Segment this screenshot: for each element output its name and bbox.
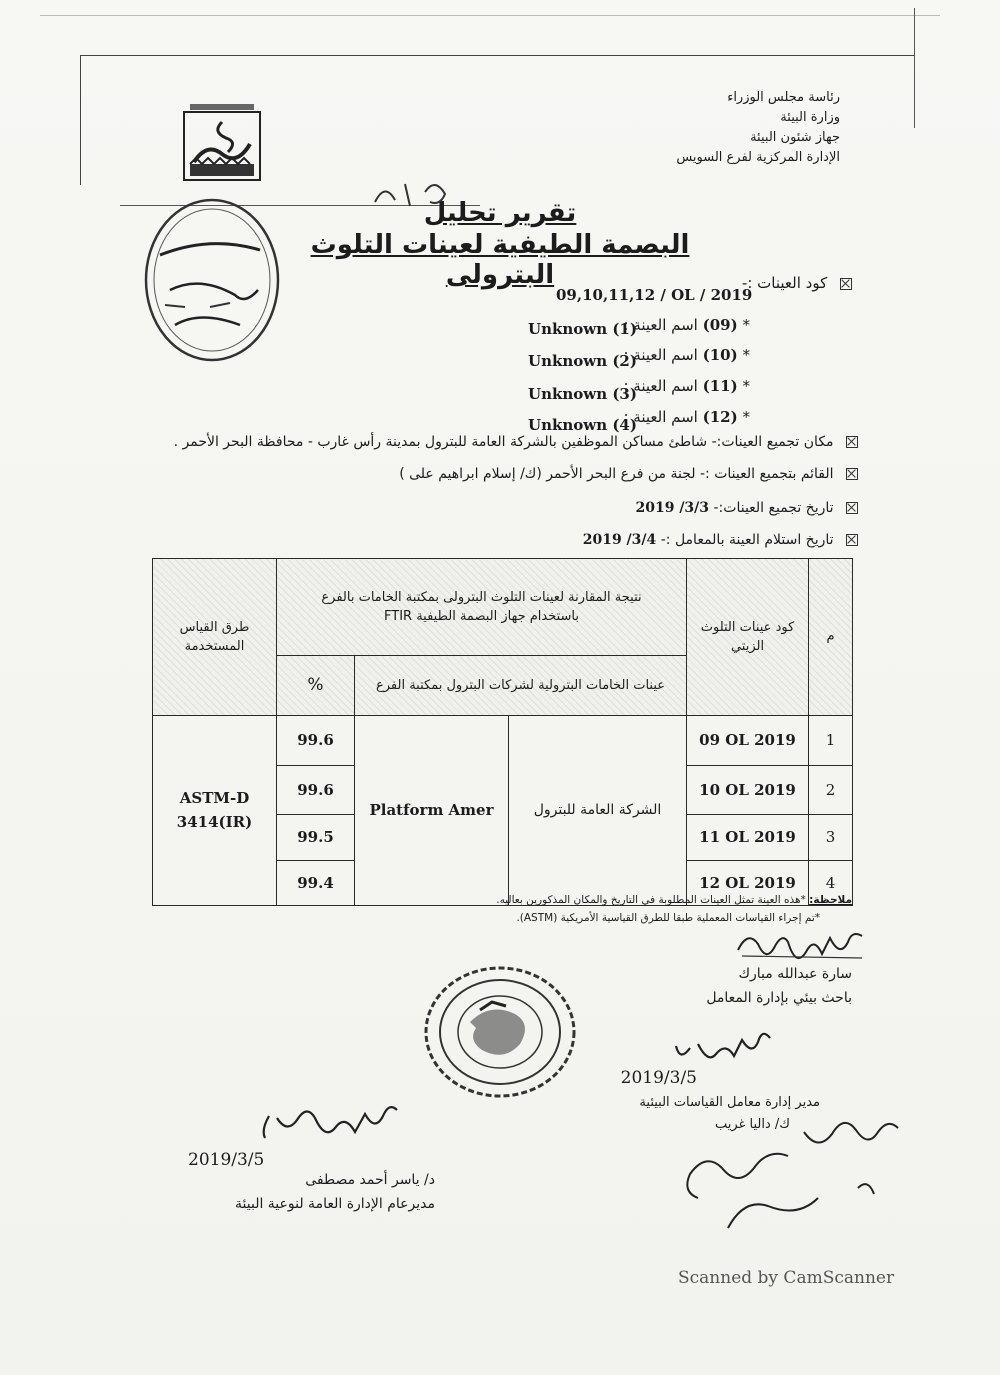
- header-line-ministry: وزارة البيئة: [780, 110, 840, 125]
- header-line-agency: جهاز شئون البيئة: [750, 130, 840, 145]
- index-cell: 4: [809, 860, 853, 905]
- header-comparison-result: نتيجة المقارنة لعينات التلوث البترولى بمكتبة الخامات بالفرع باستخدام جهاز البصمة الطيفية FTIR: [277, 559, 687, 656]
- sample-item-value: Unknown (2): [528, 352, 637, 370]
- ministry-header: [676, 88, 840, 168]
- scanner-watermark: Scanned by CamScanner: [678, 1268, 895, 1288]
- sample-item-value: Unknown (1): [528, 320, 637, 338]
- collector-value: لجنة من فرع البحر الأحمر (ك/ إسلام ابراهيم على ): [399, 466, 696, 482]
- report-title: [300, 198, 700, 290]
- receipt-date-label: تاريخ استلام العينة بالمعامل :-: [660, 532, 834, 548]
- sample-code-value: 09,10,11,12 / OL / 2019: [556, 286, 753, 304]
- sample-item: * (10) اسم العينة :: [623, 346, 750, 364]
- director-title: مديرعام الإدارة العامة لنوعية البيئة: [235, 1196, 435, 1212]
- collector-line: [399, 466, 858, 482]
- sample-item: * (11) اسم العينة :: [623, 377, 750, 395]
- percent-cell: 99.4: [277, 860, 355, 905]
- receipt-date-line: [583, 532, 858, 548]
- header-method: طرق القياس المستخدمة: [153, 559, 277, 716]
- platform-cell: Platform Amer: [355, 715, 509, 905]
- note-label: ملاحظة:: [809, 894, 852, 906]
- sample-item-value: Unknown (3): [528, 385, 637, 403]
- header-sample-code: كود عينات التلوث الزيتي: [687, 559, 809, 716]
- director-name: د/ ياسر أحمد مصطفى: [305, 1172, 435, 1188]
- lab-manager-title: مدير إدارة معامل القياسات البيئية: [639, 1095, 820, 1110]
- percent-cell: 99.6: [277, 765, 355, 815]
- bullet-checkbox-icon: [846, 436, 858, 448]
- researcher-name: سارة عبدالله مبارك: [738, 966, 852, 982]
- agency-logo: [182, 102, 262, 184]
- letterhead-border: [80, 55, 915, 56]
- bullet-checkbox-icon: [846, 534, 858, 546]
- header-percent: %: [277, 656, 355, 716]
- researcher-block: [706, 962, 852, 1010]
- sample-code-cell: 11 OL 2019: [687, 815, 809, 860]
- receipt-date-value: 2019 /3/4: [582, 532, 657, 548]
- bullet-checkbox-icon: [846, 502, 858, 514]
- lab-manager-signature: [670, 1026, 780, 1072]
- header-line-cabinet: رئاسة مجلس الوزراء: [727, 90, 840, 105]
- lab-manager-date: 2019/3/5: [620, 1068, 697, 1088]
- researcher-title: باحث بيئي بإدارة المعامل: [706, 990, 852, 1006]
- official-seal: [420, 962, 580, 1102]
- bullet-checkbox-icon: [840, 278, 852, 290]
- handwritten-reference: [370, 172, 470, 212]
- table-row: [153, 715, 853, 765]
- collection-date-value: 2019 /3/3: [635, 500, 710, 516]
- director-block: [235, 1168, 435, 1216]
- report-title-line1: تقرير تحليل: [423, 198, 577, 228]
- index-cell: 1: [809, 715, 853, 765]
- margin-handwritten-note: [668, 1108, 918, 1238]
- percent-cell: 99.5: [277, 815, 355, 860]
- sample-code-cell: 09 OL 2019: [687, 715, 809, 765]
- bullet-checkbox-icon: [846, 468, 858, 480]
- scan-edge-line: [40, 15, 940, 16]
- note-line-2: *تم إجراء القياسات المعملية طبقا للطرق القياسية الأمريكية (ASTM).: [516, 912, 820, 924]
- index-cell: 3: [809, 815, 853, 860]
- collection-date-label: تاريخ تجميع العينات:-: [713, 500, 834, 516]
- sample-code-label: كود العينات :-: [741, 274, 828, 292]
- collector-label: القائم بتجميع العينات :-: [699, 466, 834, 482]
- header-index: م: [809, 559, 853, 716]
- letterhead-border-left: [80, 55, 81, 185]
- sample-item: * (12) اسم العينة :: [623, 408, 750, 426]
- director-date: 2019/3/5: [188, 1150, 265, 1170]
- percent-cell: 99.6: [277, 715, 355, 765]
- received-stamp: [140, 195, 285, 365]
- sample-item: * (09) اسم العينة :: [623, 316, 750, 334]
- index-cell: 2: [809, 765, 853, 815]
- collection-location-label: مكان تجميع العينات:-: [711, 434, 834, 450]
- report-title-line2: البصمة الطيفية لعينات التلوث البترولى: [310, 230, 690, 290]
- director-signature: [255, 1100, 405, 1146]
- sample-item-value: Unknown (4): [528, 416, 637, 434]
- results-table: [152, 558, 853, 906]
- collection-date-line: [635, 500, 858, 516]
- note-line-1: ملاحظة: *هذه العينة تمثل العينات المطلوبة في التاريخ والمكان المذكورين بعاليه.: [496, 894, 852, 906]
- lab-manager-name: ك/ داليا غريب: [715, 1117, 790, 1132]
- collection-location-value: شاطئ مساكن الموظفين بالشركة العامة للبترول بمدينة رأس غارب - محافظة البحر الأحمر .: [173, 434, 708, 450]
- collection-location-line: [174, 434, 858, 450]
- company-cell: الشركة العامة للبترول: [509, 715, 687, 905]
- method-cell: ASTM-D 3414(IR): [153, 715, 277, 905]
- letterhead-border-right: [914, 8, 915, 128]
- header-reference-library: عينات الخامات البترولية لشركات البترول بمكتبة الفرع: [355, 656, 687, 716]
- header-line-branch: الإدارة المركزية لفرع السويس: [676, 150, 840, 165]
- sample-code-cell: 10 OL 2019: [687, 765, 809, 815]
- sample-code-cell: 12 OL 2019: [687, 860, 809, 905]
